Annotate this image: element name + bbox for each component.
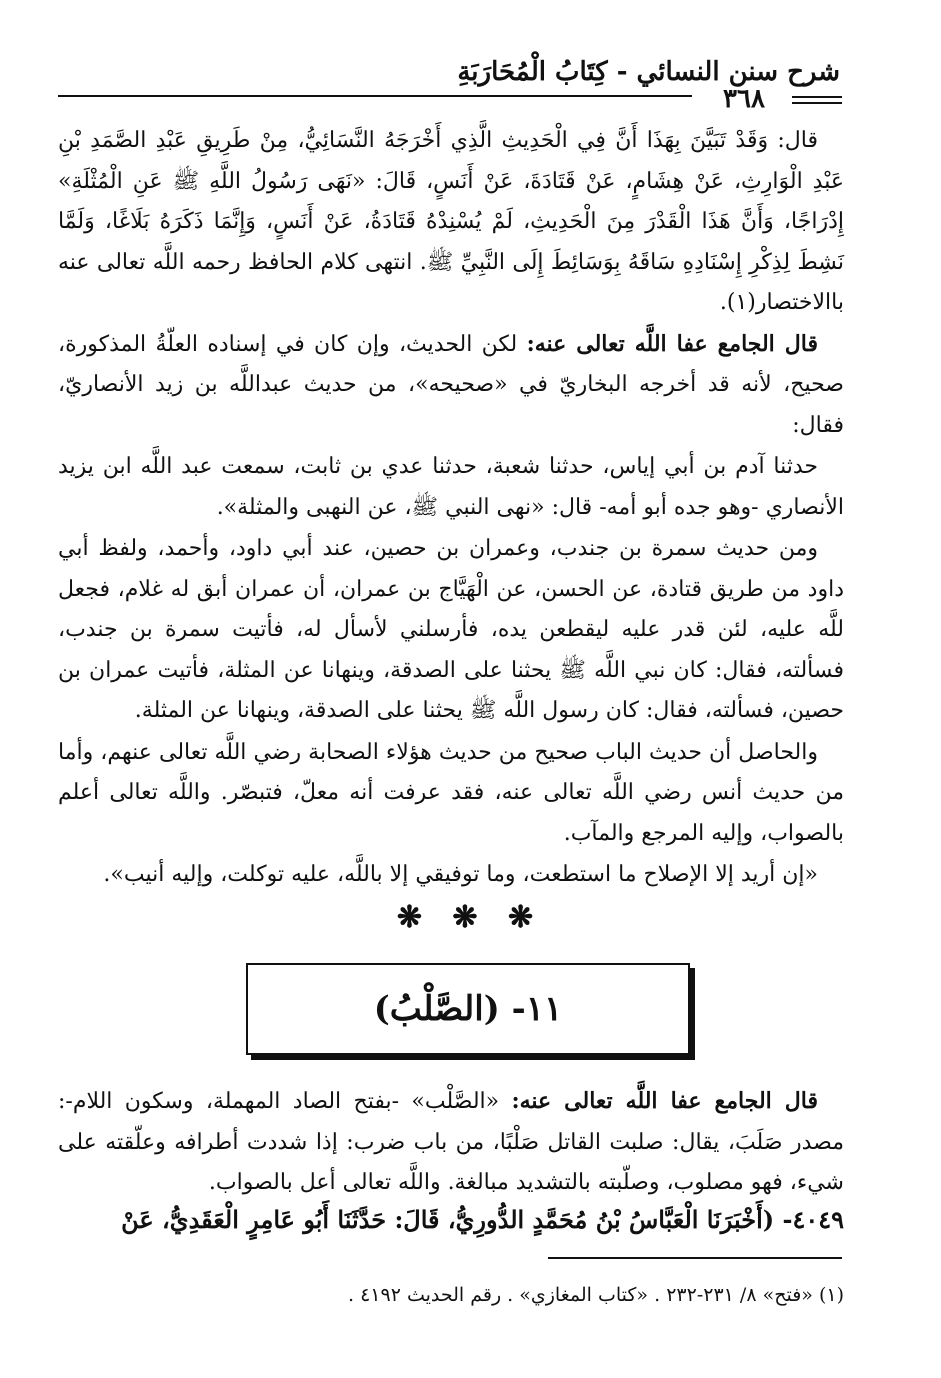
paragraph-lead: قال الجامع عفا اللَّه تعالى عنه: bbox=[526, 330, 818, 357]
paragraph-text: حدثنا آدم بن أبي إياس، حدثنا شعبة، حدثنا عدي بن ثابت، سمعت عبد اللَّه ابن يزيد الأنصاري -وهو جده أبو أمه- قال: «نهى النبي ﷺ، عن النهبى والمثلة». bbox=[58, 454, 844, 520]
footnote: (١) «فتح» ٨/ ٢٣١-٢٣٢ . «كتاب المغازي» . رقم الحديث ٤١٩٢ . bbox=[347, 1284, 844, 1306]
paragraph bbox=[58, 732, 844, 855]
paragraph bbox=[58, 528, 844, 732]
paragraph-text: ومن حديث سمرة بن جندب، وعمران بن حصين، عند أبي داود، وأحمد، ولفظ أبي داود من طريق قتادة، عن الحسن، عن الْهَيَّاج بن عمران، أن عمران أبق له غلام، فجعل للَّه عليه، لئن قدر عليه ليقطعن يده، فأرسلني لأسأل له، فأتيت سمرة بن جندب، فسألته، فقال: كان نبي اللَّه ﷺ يحثنا على الصدقة، وينهانا عن المثلة، فأتيت عمران بن حصين، فسألته، فقال: كان رسول اللَّه ﷺ يحثنا على الصدقة، وينهانا عن المثلة. bbox=[58, 536, 844, 723]
page-number-rule bbox=[792, 96, 842, 104]
paragraph-lead: قال الجامع عفا اللَّه تعالى عنه: bbox=[511, 1088, 818, 1114]
paragraph bbox=[58, 1081, 844, 1204]
paragraph bbox=[58, 854, 844, 896]
page-number: ٣٦٨ bbox=[723, 84, 765, 114]
chapter-heading-box bbox=[246, 963, 690, 1055]
running-title: شرح سنن النسائي - كِتَابُ الْمُحَارَبَةِ bbox=[457, 57, 840, 87]
paragraph bbox=[58, 446, 844, 528]
paragraph-text: والحاصل أن حديث الباب صحيح من حديث هؤلاء الصحابة رضي اللَّه تعالى عنهم، وأما من حديث أنس رضي اللَّه تعالى عنه، فقد عرفت أنه معلّ، فتبصّر. واللَّه تعالى أعلم بالصواب، وإليه المرجع والمآب. bbox=[58, 739, 844, 846]
paragraph-text: «الصَّلْب» -بفتح الصاد المهملة، وسكون اللام-: مصدر صَلَبَ، يقال: صلبت القاتل صَلْبًا، من باب ضرب: إذا شددت أطرافه وعلّقته على شيء، فهو مصلوب، وصلّبته بالتشديد مبالغة. واللَّه تعالى أعل بالصواب. bbox=[58, 1089, 844, 1195]
paragraph-text: «إن أريد إلا الإصلاح ما استطعت، وما توفيقي إلا باللَّه، عليه توكلت، وإليه أنيب». bbox=[103, 862, 818, 887]
chapter-title: ١١- (الصَّلْبُ) bbox=[373, 989, 563, 1029]
section-separator: ❋ ❋ ❋ bbox=[396, 900, 544, 935]
paragraph-text: قال: وَقَدْ تَبَيَّنَ بِهَذَا أَنَّ فِي الْحَدِيثِ الَّذِي أَخْرَجَهُ النَّسَائِيُّ، مِنْ طَرِيقِ عَبْدِ الصَّمَدِ بْنِ عَبْدِ الْوَارِثِ، عَنْ هِشَامٍ، عَنْ قَتَادَةَ، عَنْ أَنَسٍ، قَالَ: «نَهَى رَسُولُ اللَّهِ ﷺ عَنِ الْمُثْلَةِ» إِدْرَاجًا، وَأَنَّ هَذَا الْقَدْرَ مِنَ الْحَدِيثِ، لَمْ يُسْنِدْهُ قَتَادَةُ، عَنْ أَنَسٍ، وَإِنَّمَا ذَكَرَهُ بَلَاغًا، وَلَمَّا نَشِطَ لِذِكْرِ إِسْنَادِهِ سَاقَهُ بِوَسَائِطَ إِلَى النَّبِيِّ ﷺ. انتهى كلام الحافظ رحمه اللَّه تعالى عنه باالاختصار(١). bbox=[58, 128, 844, 315]
section-text bbox=[58, 1081, 844, 1204]
paragraph bbox=[58, 120, 844, 324]
paragraph-text: لكن الحديث، وإن كان في إسناده العلّةُ المذكورة، صحيح، لأنه قد أخرجه البخاريّ في «صحيحه»، من حديث عبداللَّه بن زيد الأنصاريّ، فقال: bbox=[58, 331, 844, 438]
main-text bbox=[58, 120, 844, 896]
footnote-rule bbox=[548, 1257, 842, 1259]
hadith-line: ٤٠٤٩- (أَخْبَرَنَا الْعَبَّاسُ بْنُ مُحَمَّدٍ الدُّورِيُّ، قَالَ: حَدَّثَنَا أَبُو عَامِرٍ الْعَقَدِيُّ، عَنْ bbox=[121, 1205, 844, 1234]
header-rule bbox=[58, 95, 692, 97]
paragraph bbox=[58, 324, 844, 447]
